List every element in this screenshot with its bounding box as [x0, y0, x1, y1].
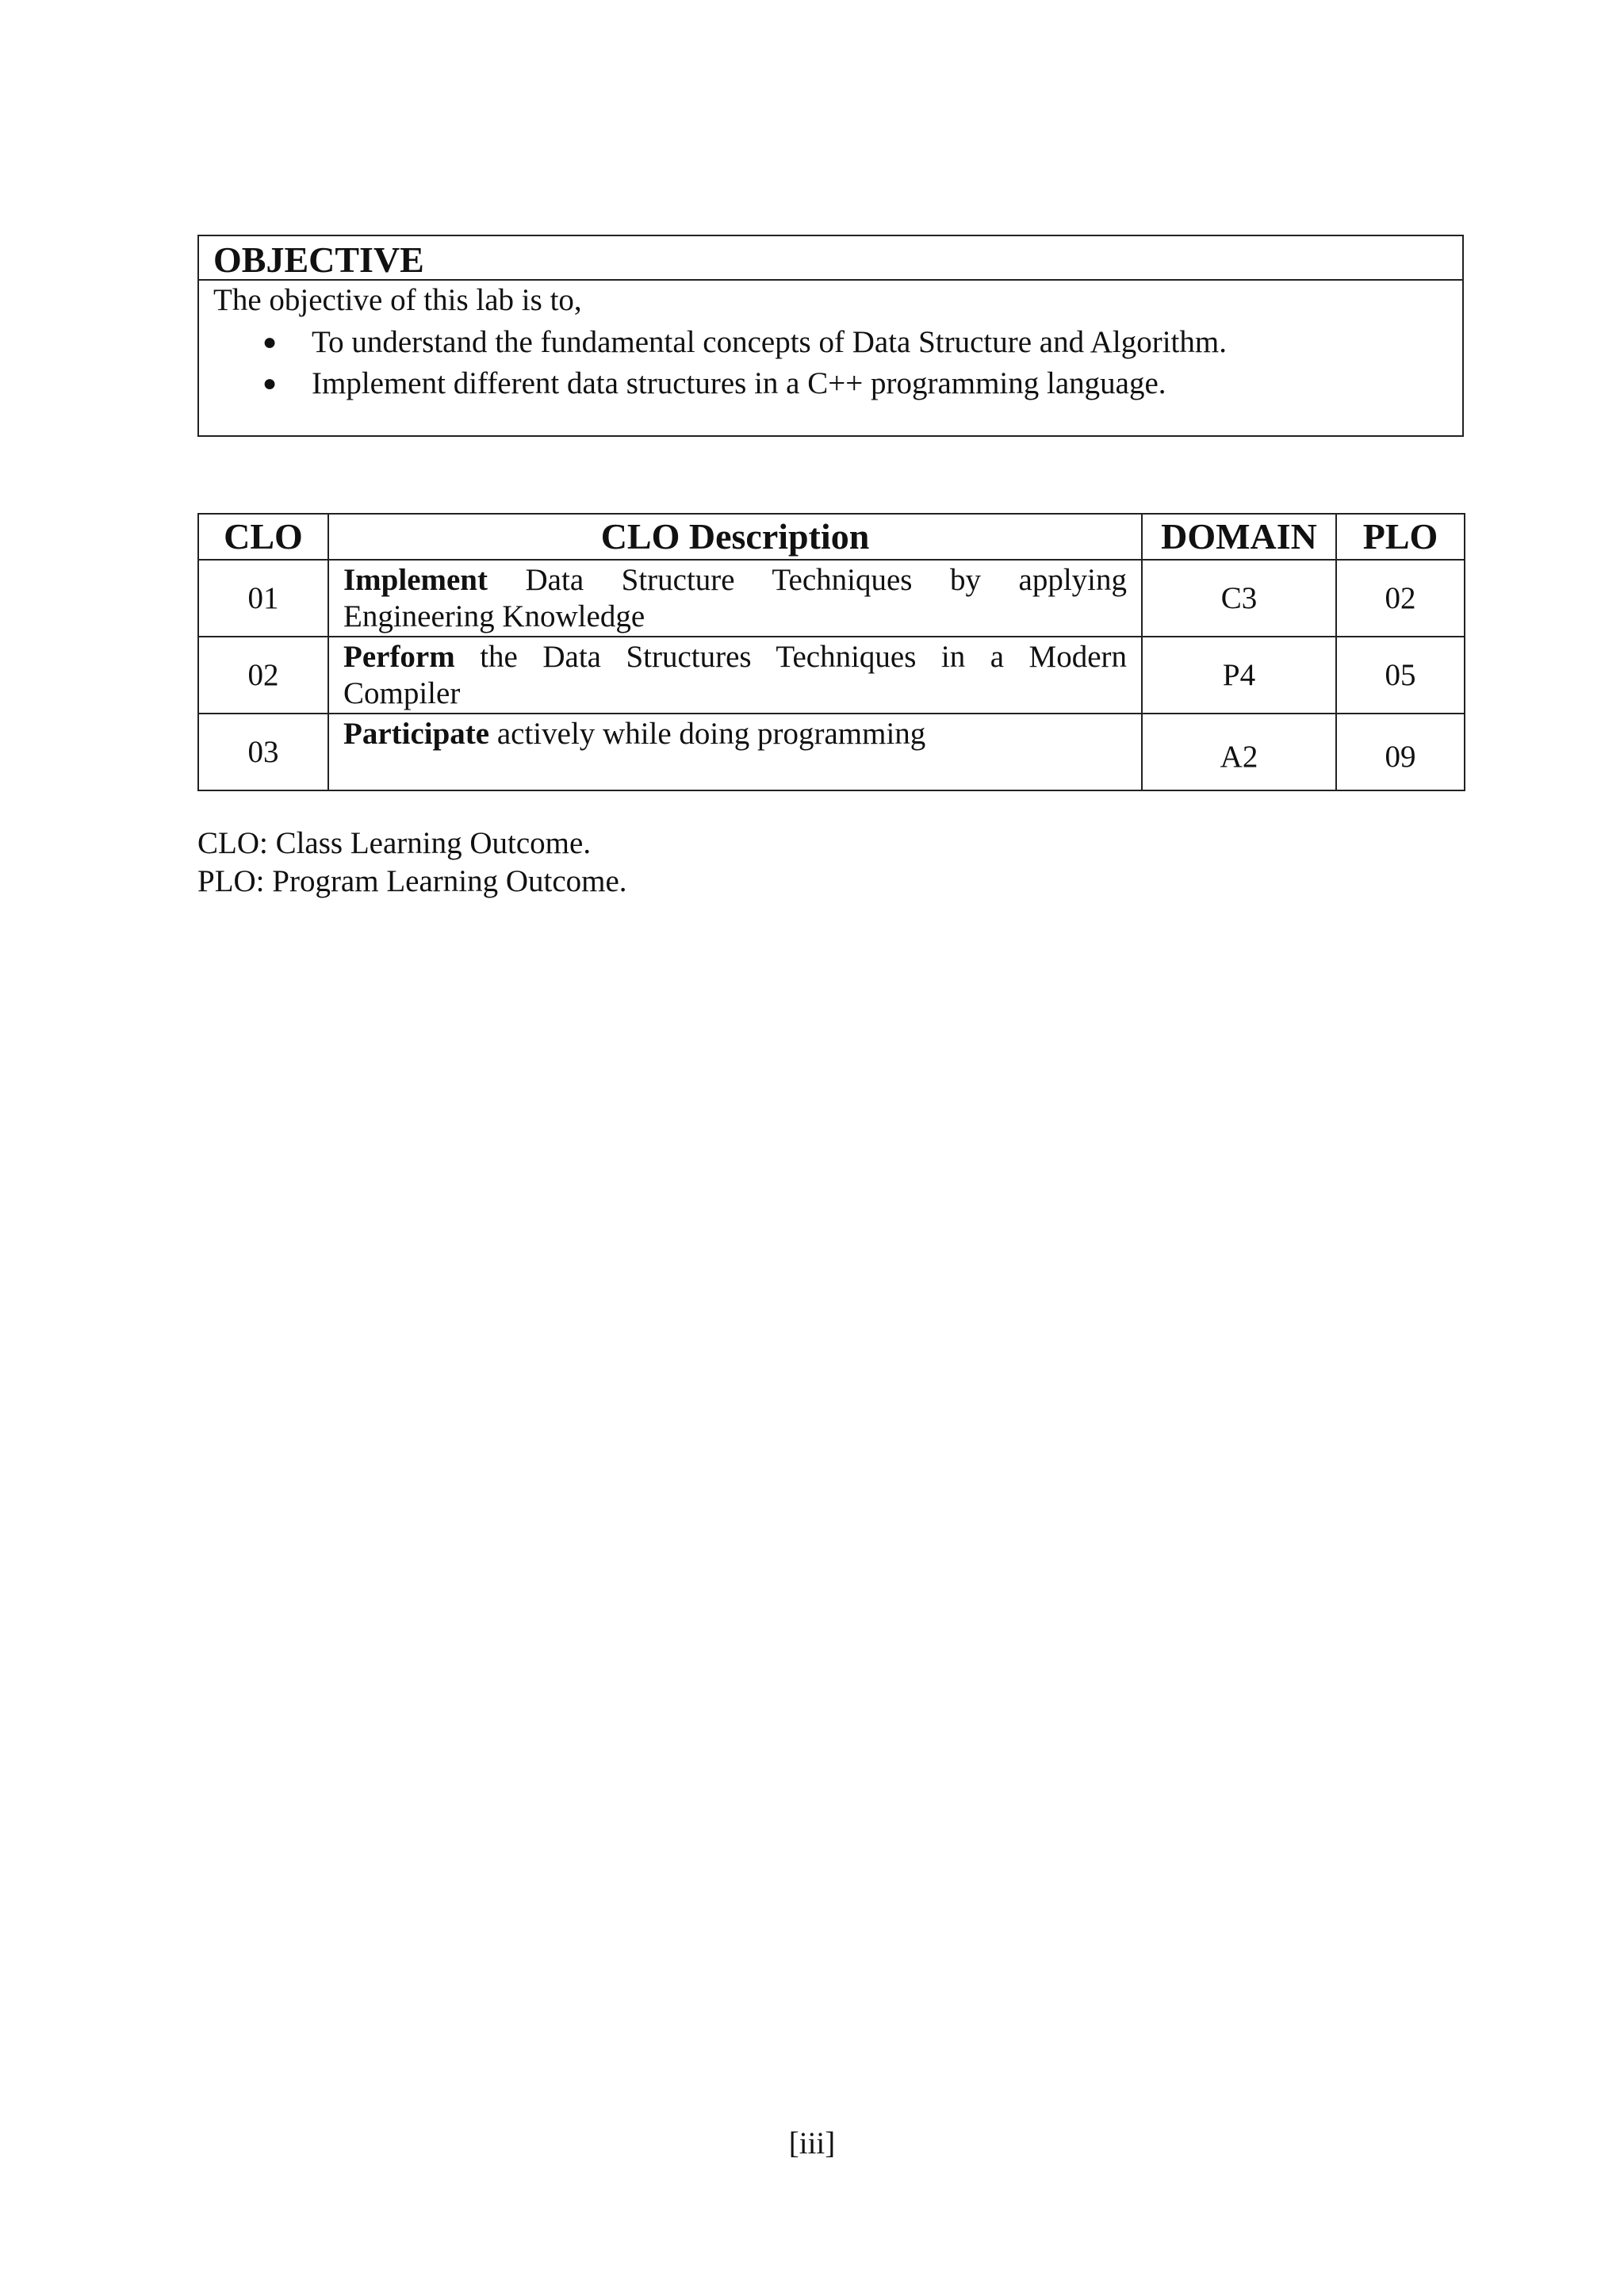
clo-description-text: actively while doing programming: [489, 717, 926, 751]
bullet-icon: ●: [262, 329, 278, 355]
clo-plo: 02: [1336, 560, 1465, 637]
description-header: CLO Description: [328, 514, 1142, 560]
objective-list: [199, 322, 1462, 404]
clo-number: 02: [198, 637, 328, 714]
clo-number: 01: [198, 560, 328, 637]
clo-description: [328, 560, 1142, 637]
clo-description: [328, 637, 1142, 714]
clo-description-text: Data Structure Techniques by applying Engineering Knowledge: [343, 563, 1127, 633]
clo-domain: C3: [1142, 560, 1336, 637]
table-row: [198, 714, 1465, 790]
objective-box: [197, 235, 1464, 437]
bullet-icon: ●: [262, 370, 278, 396]
clo-legend: CLO: Class Learning Outcome.: [197, 826, 592, 860]
clo-domain: P4: [1142, 637, 1336, 714]
objective-heading: OBJECTIVE: [199, 236, 1462, 281]
objective-point: [199, 322, 1462, 363]
clo-header: CLO: [198, 514, 328, 560]
clo-description: [328, 714, 1142, 790]
abbreviation-legend: [197, 825, 627, 901]
objective-point-text: Implement different data structures in a C++ programming language.: [312, 366, 1166, 400]
clo-description-text: the Data Structures Techniques in a Modern Compiler: [343, 640, 1127, 710]
clo-verb: Perform: [343, 640, 455, 674]
objective-point-text: To understand the fundamental concepts of Data Structure and Algorithm.: [312, 325, 1227, 359]
page-number: [iii]: [788, 2126, 836, 2160]
table-row: [198, 637, 1465, 714]
plo-legend: PLO: Program Learning Outcome.: [197, 864, 627, 898]
clo-table-header-row: [198, 514, 1465, 560]
clo-domain: A2: [1142, 714, 1336, 790]
clo-number: 03: [198, 714, 328, 790]
clo-verb: Participate: [343, 717, 490, 751]
objective-intro: The objective of this lab is to,: [213, 283, 582, 317]
plo-header: PLO: [1336, 514, 1465, 560]
clo-plo: 09: [1336, 714, 1465, 790]
table-row: [198, 560, 1465, 637]
domain-header: DOMAIN: [1142, 514, 1336, 560]
clo-table: [197, 513, 1465, 791]
objective-point: [199, 363, 1462, 404]
clo-verb: Implement: [343, 563, 488, 597]
clo-plo: 05: [1336, 637, 1465, 714]
